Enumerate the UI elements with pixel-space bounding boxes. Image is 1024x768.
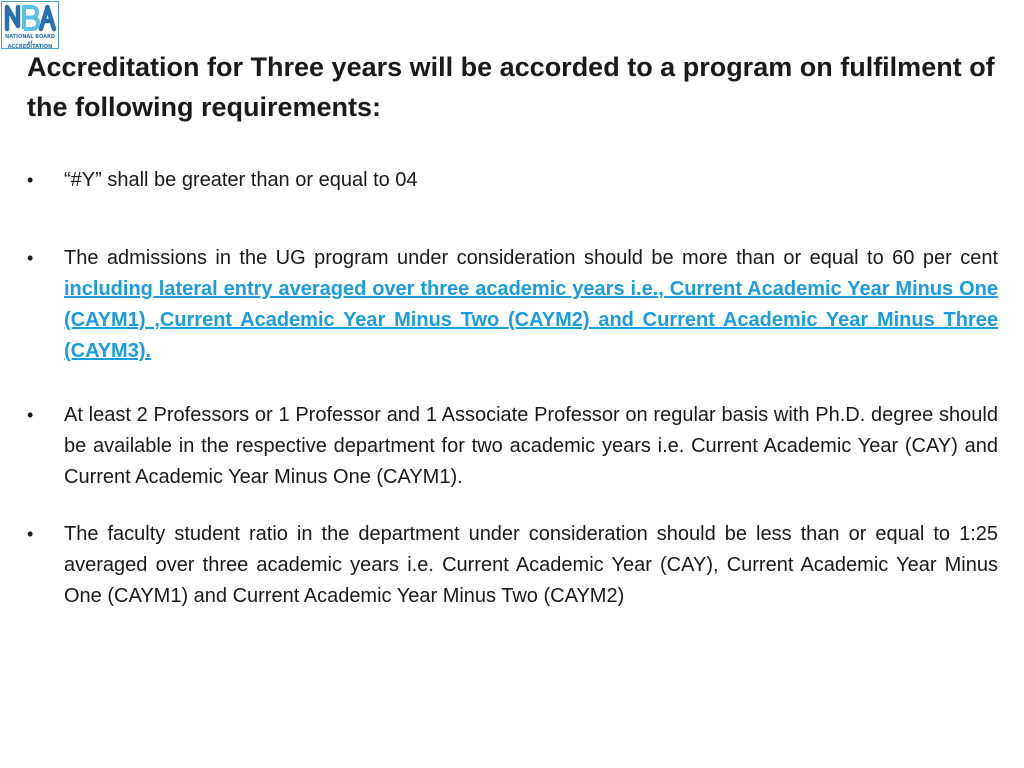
requirement-link[interactable]: including lateral entry averaged over three academic years i.e., Current Academic Year Minus One (CAYM1) ,Current Academic Year Minus Two (CAYM2) and Current Academic Year Minus Three (CAYM3). [64, 278, 998, 362]
bullet-point-icon: • [27, 524, 34, 544]
slide-title: Accreditation for Three years will be accorded to a program on fulfilment of the following requirements: [27, 52, 995, 122]
requirement-item [27, 519, 998, 612]
logo-text-line-3: ACCREDITATION [7, 44, 53, 50]
requirement-text-intro: The admissions in the UG program under consideration should be more than or equal to 60 per cent [64, 247, 998, 269]
requirement-text: At least 2 Professors or 1 Professor and 1 Associate Professor on regular basis with Ph.D. degree should be available in the respective department for two academic years i.e. Current Academic Year (CAY) and Current Academic Year Minus One (CAYM1). [64, 404, 998, 488]
bullet-point-icon: • [27, 248, 34, 268]
nba-logo [1, 1, 59, 49]
requirement-text: The faculty student ratio in the department under consideration should be less than or equal to 1:25 averaged over three academic years i.e. Current Academic Year (CAY), Current Academic Year Minus One (CAYM1) and Current Academic Year Minus Two (CAYM2) [64, 523, 998, 607]
requirement-item [27, 165, 998, 196]
requirement-text [64, 243, 998, 367]
logo-text-line-2: of [27, 40, 33, 45]
nba-logo-mark [2, 2, 58, 34]
requirement-text: “#Y” shall be greater than or equal to 04 [64, 169, 418, 191]
requirement-item [27, 243, 998, 367]
requirement-item [27, 400, 998, 493]
logo-text-line-1: NATIONAL BOARD [5, 34, 55, 40]
bullet-point-icon: • [27, 405, 34, 425]
bullet-point-icon: • [27, 170, 34, 190]
